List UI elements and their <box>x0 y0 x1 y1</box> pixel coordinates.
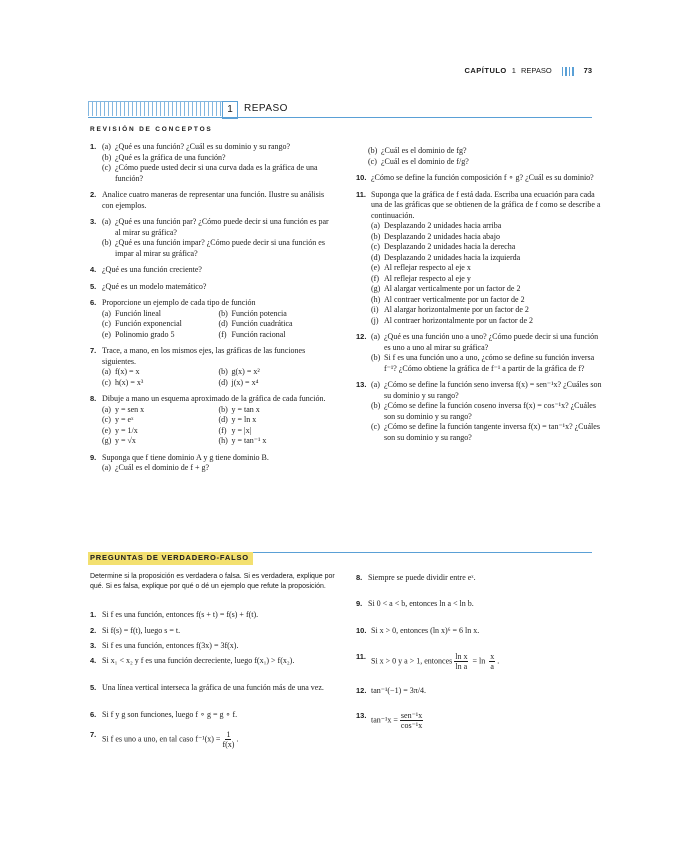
denominator: f(x) <box>222 740 235 749</box>
sub-label: (a) <box>371 332 380 341</box>
sub-label: (a) <box>102 367 111 376</box>
question-item <box>90 265 335 276</box>
grid-option <box>102 415 219 426</box>
question-number: 13. <box>356 380 367 389</box>
question-number: 5. <box>90 281 97 291</box>
sub-text: Función lineal <box>115 308 161 318</box>
sub-question <box>371 295 606 306</box>
sub-label: (b) <box>371 353 381 362</box>
question-body <box>102 346 335 388</box>
sub-question <box>371 263 606 274</box>
sub-question <box>371 232 606 243</box>
question-number <box>356 146 368 167</box>
sub-label: (c) <box>102 415 111 424</box>
grid-option <box>219 378 336 389</box>
grid-option <box>219 426 336 437</box>
question-number: 4. <box>90 656 97 665</box>
tf-item <box>356 573 606 584</box>
tf-item <box>90 656 340 667</box>
sub-label: (e) <box>102 329 111 339</box>
sub-text: ¿Cuál es el dominio de f + g? <box>115 463 210 472</box>
question-text: Dibuje a mano un esquema aproximado de la gráfica de cada función. <box>102 394 326 403</box>
question-body <box>371 190 606 327</box>
grid-option <box>219 415 336 426</box>
fraction <box>222 730 234 749</box>
sub-text: Al alargar verticalmente por un factor de 2 <box>384 284 521 293</box>
question-number: 12. <box>356 686 367 695</box>
sub-label: (b) <box>371 401 381 410</box>
tf-item <box>356 686 606 697</box>
running-header <box>464 66 592 77</box>
period: . <box>236 734 239 744</box>
sub-label: (b) <box>371 231 381 241</box>
sub-text: Al alargar horizontalmente por un factor de 2 <box>384 305 529 314</box>
question-item <box>90 394 335 447</box>
sub-text: ¿Qué es una función uno a uno? ¿Cómo puede decir si una función es uno a uno al mirar su gráfica? <box>384 332 599 352</box>
sub-label: (a) <box>102 142 111 151</box>
sub-label: (j) <box>371 315 379 325</box>
sub-text: y = ln x <box>231 415 257 424</box>
question-text: ¿Cómo se define la función composición f ∘ g? ¿Cuál es su dominio? <box>371 173 594 182</box>
sub-text: y = tan⁻¹ x <box>231 436 267 445</box>
sub-question <box>102 163 335 184</box>
question-number: 11. <box>356 189 367 199</box>
sub-label: (b) <box>218 404 228 414</box>
sub-question <box>368 157 606 168</box>
question-item <box>90 298 335 340</box>
grid-option <box>102 319 219 330</box>
sub-label: (c) <box>371 422 380 431</box>
sub-text: ¿Cómo se define la función coseno inversa f(x) = cos⁻¹x? ¿Cuáles son su dominio y su rango? <box>384 401 596 421</box>
sub-label: (h) <box>218 436 228 445</box>
statement: Una línea vertical interseca la gráfica de una función más de una vez. <box>102 683 324 692</box>
tf-item <box>356 599 606 610</box>
sub-label: (c) <box>102 319 111 328</box>
question-item <box>90 282 335 293</box>
grid-option <box>102 367 219 378</box>
sub-text: h(x) = x³ <box>115 377 144 387</box>
sub-question <box>102 217 335 238</box>
question-number: 13. <box>356 711 367 720</box>
question-number: 9. <box>90 452 97 462</box>
period: . <box>497 656 500 666</box>
question-body <box>371 332 606 374</box>
sub-text: y = eˣ <box>115 415 134 424</box>
question-number: 7. <box>90 346 97 355</box>
statement: Si f es una función, entonces f(3x) = 3f(x). <box>102 641 239 650</box>
question-number: 11. <box>356 652 367 661</box>
question-text <box>102 683 340 694</box>
grid-option <box>102 330 219 341</box>
fraction <box>454 652 468 671</box>
question-text: ¿Qué es un modelo matemático? <box>102 281 207 291</box>
sub-text: ¿Cómo se define la función tangente inversa f(x) = tan⁻¹x? ¿Cuáles son su dominio y su rango? <box>384 422 600 442</box>
concepts-subtitle: REVISIÓN DE CONCEPTOS <box>90 126 213 133</box>
question-text <box>102 656 340 667</box>
question-number: 1. <box>90 610 97 619</box>
tf-item <box>90 610 340 621</box>
sub-text: j(x) = x⁴ <box>231 377 259 387</box>
question-body <box>102 394 335 447</box>
sub-label: (a) <box>371 380 380 389</box>
chapter-label: CAPÍTULO <box>464 66 507 75</box>
sub-text: Desplazando 2 unidades hacia la izquierda <box>384 252 521 262</box>
sub-question <box>371 242 606 253</box>
question-text <box>368 599 606 610</box>
sub-label: (a) <box>371 221 380 230</box>
sub-text: y = √x <box>115 436 136 445</box>
sub-question <box>371 316 606 327</box>
chapter-name: REPASO <box>520 66 552 75</box>
question-body <box>102 282 335 293</box>
sub-text: ¿Cómo puede usted decir si una curva dada es la gráfica de una función? <box>115 163 318 183</box>
statement: Si x > 0 y a > 1, entonces <box>371 656 453 666</box>
concepts-column-right <box>356 146 606 449</box>
grid-option <box>102 405 219 416</box>
sub-text: ¿Cuál es el dominio de f/g? <box>381 156 469 166</box>
sub-text: Desplazando 2 unidades hacia arriba <box>384 221 502 230</box>
sub-label: (c) <box>371 242 380 251</box>
statement: Siempre se puede dividir entre eˣ. <box>368 573 476 582</box>
question-text: ¿Qué es una función creciente? <box>102 265 202 274</box>
grid-option <box>219 330 336 341</box>
question-text <box>102 626 340 637</box>
statement: tan⁻¹x = <box>371 715 398 725</box>
sub-label: (c) <box>102 163 111 172</box>
tf-intro: Determine si la proposición es verdadera o falsa. Si es verdadera, explique por qué. Si es falsa, explique por qué o dé un ejemplo que refute la proposición. <box>90 573 335 590</box>
sub-label: (f) <box>218 329 227 339</box>
sub-text: ¿Qué es la gráfica de una función? <box>115 152 226 162</box>
statement: Si f y g son funciones, luego f ∘ g = g ∘ f. <box>102 710 238 719</box>
question-text <box>102 610 340 621</box>
sub-label: (d) <box>218 415 228 424</box>
question-number: 12. <box>356 332 367 341</box>
sub-text: Función cuadrática <box>231 319 293 328</box>
fraction <box>400 711 423 730</box>
sub-text: Desplazando 2 unidades hacia abajo <box>384 231 500 241</box>
sub-text: Desplazando 2 unidades hacia la derecha <box>384 242 516 251</box>
question-body <box>371 173 606 184</box>
question-text <box>102 641 340 652</box>
question-number: 6. <box>90 710 97 719</box>
numerator: 1 <box>226 730 231 739</box>
chapter-number: 1 <box>511 66 516 75</box>
sub-text: g(x) = x² <box>231 367 260 376</box>
sub-text: Al contraer horizontalmente por un factor de 2 <box>384 315 534 325</box>
statement: Si f(s) = f(t), luego s = t. <box>102 626 181 635</box>
sub-label: (a) <box>102 217 111 226</box>
sub-text: Polinomio grado 5 <box>115 329 175 339</box>
sub-label: (a) <box>102 404 111 414</box>
statement-mid: = ln <box>470 656 488 666</box>
grid-option <box>219 405 336 416</box>
question-text <box>371 711 606 730</box>
options-grid <box>102 405 335 447</box>
sub-question <box>371 401 606 422</box>
sub-label: (i) <box>371 305 379 314</box>
sub-question <box>371 380 606 401</box>
question-text <box>102 730 340 749</box>
question-number: 6. <box>90 298 97 307</box>
grid-option <box>102 309 219 320</box>
question-text <box>368 573 606 584</box>
numerator: sen⁻¹x <box>400 711 423 720</box>
sub-label: (e) <box>102 425 111 435</box>
sub-question <box>371 284 606 295</box>
sub-label: (b) <box>368 146 378 155</box>
title-ornament <box>88 101 222 116</box>
section-title: REPASO <box>244 103 288 114</box>
grid-option <box>102 436 219 447</box>
question-body <box>102 142 335 184</box>
sub-text: y = sen x <box>115 404 145 414</box>
sub-text: Al contraer verticalmente por un factor de 2 <box>384 294 525 304</box>
question-body <box>102 453 335 474</box>
question-body <box>102 190 335 211</box>
statement: tan⁻¹(−1) = 3π/4. <box>371 686 427 695</box>
fraction <box>489 652 495 671</box>
question-number: 2. <box>90 626 97 635</box>
question-number: 8. <box>90 394 97 403</box>
denominator: a <box>490 662 494 671</box>
sub-text: Función potencia <box>231 308 287 318</box>
tf-item <box>90 626 340 637</box>
sub-label: (c) <box>368 156 377 166</box>
tf-item <box>356 626 606 637</box>
sub-question <box>102 153 335 164</box>
denominator: ln a <box>455 662 468 671</box>
question-item <box>90 346 335 388</box>
section-number-box: 1 <box>222 101 238 119</box>
question-text: Suponga que la gráfica de f está dada. Escriba una ecuación para cada una de las gráficas que se obtienen de la gráfica de f como se describe a continuación. <box>371 189 601 220</box>
sub-text: ¿Cómo se define la función seno inversa f(x) = sen⁻¹x? ¿Cuáles son su dominio y su rango? <box>384 380 602 400</box>
question-text <box>371 652 606 671</box>
sub-label: (c) <box>102 377 111 387</box>
sub-question <box>102 142 335 153</box>
statement: Si f es uno a uno, en tal caso f⁻¹(x) = <box>102 734 221 744</box>
sub-label: (a) <box>102 308 111 318</box>
sub-label: (f) <box>218 425 227 435</box>
grid-option <box>102 426 219 437</box>
question-text: Analice cuatro maneras de representar una función. Ilustre su análisis con ejemplos. <box>102 190 325 210</box>
numerator: x <box>490 652 495 661</box>
question-number: 1. <box>90 142 97 151</box>
question-number: 5. <box>90 683 97 692</box>
tf-title: PREGUNTAS DE VERDADERO-FALSO <box>88 552 253 565</box>
sub-text: Función racional <box>231 329 286 339</box>
tf-item <box>90 730 340 749</box>
question-text: Suponga que f tiene dominio A y g tiene dominio B. <box>102 452 269 462</box>
statement: Si 0 < a < b, entonces ln a < ln b. <box>368 599 474 608</box>
sub-question <box>371 305 606 316</box>
denominator: cos⁻¹x <box>400 721 423 730</box>
question-text <box>371 686 606 697</box>
options-grid <box>102 367 335 388</box>
sub-text: ¿Qué es una función impar? ¿Cómo puede decir si una función es impar al mirar su gráfica? <box>115 238 325 258</box>
sub-text: f(x) = x <box>115 367 140 376</box>
sub-question <box>371 253 606 264</box>
question-text <box>102 710 340 721</box>
numerator: ln x <box>455 652 468 661</box>
grid-option <box>219 319 336 330</box>
question-number: 10. <box>356 626 367 635</box>
sub-label: (b) <box>218 308 228 318</box>
sub-label: (h) <box>371 294 381 304</box>
question-body <box>102 217 335 259</box>
question-number: 3. <box>90 641 97 650</box>
question-item <box>356 173 606 184</box>
sub-question <box>102 238 335 259</box>
sub-text: Al reflejar respecto al eje x <box>384 263 471 272</box>
question-item <box>356 146 606 167</box>
sub-text: ¿Cuál es el dominio de fg? <box>381 146 467 155</box>
question-number: 7. <box>90 730 97 739</box>
sub-label: (d) <box>218 319 228 328</box>
sub-question <box>371 332 606 353</box>
sub-label: (b) <box>218 367 228 376</box>
page-number: 73 <box>583 66 592 75</box>
sub-text: y = tan x <box>231 404 260 414</box>
tf-item <box>90 683 340 694</box>
question-number: 9. <box>356 599 363 608</box>
tf-item <box>90 710 340 721</box>
bars-ornament <box>562 67 574 76</box>
title-rule <box>88 117 592 118</box>
question-item <box>90 217 335 259</box>
question-number: 4. <box>90 265 97 274</box>
sub-text: Función exponencial <box>115 319 182 328</box>
question-body <box>368 146 606 167</box>
sub-question <box>371 353 606 374</box>
statement: Si x₁ < x₂ y f es una función decreciente, luego f(x₁) > f(x₂). <box>102 656 295 665</box>
sub-question <box>371 274 606 285</box>
question-item <box>356 190 606 327</box>
tf-item <box>356 652 606 671</box>
question-number: 2. <box>90 190 97 199</box>
question-number: 3. <box>90 217 97 226</box>
concepts-column-left <box>90 142 335 480</box>
sub-label: (a) <box>102 463 111 472</box>
question-body <box>371 380 606 443</box>
sub-text: Al reflejar respecto al eje y <box>384 273 471 283</box>
question-item <box>90 453 335 474</box>
question-text <box>371 626 606 637</box>
sub-question <box>102 463 335 474</box>
question-body <box>102 265 335 276</box>
question-text: Trace, a mano, en los mismos ejes, las gráficas de las funciones siguientes. <box>102 346 306 366</box>
sub-text: y = |x| <box>231 425 252 435</box>
question-item <box>90 142 335 184</box>
sub-text: ¿Qué es una función? ¿Cuál es su dominio y su rango? <box>115 142 291 151</box>
sub-label: (e) <box>371 263 380 272</box>
question-body <box>102 298 335 340</box>
question-item <box>356 380 606 443</box>
statement: Si x > 0, entonces (ln x)⁶ = 6 ln x. <box>371 626 480 635</box>
sub-text: ¿Qué es una función par? ¿Cómo puede decir si una función es par al mirar su gráfica? <box>115 217 329 237</box>
tf-item <box>356 711 606 730</box>
sub-label: (d) <box>218 377 228 387</box>
grid-option <box>219 309 336 320</box>
question-number: 8. <box>356 573 363 582</box>
question-item <box>90 190 335 211</box>
grid-option <box>219 436 336 447</box>
grid-option <box>102 378 219 389</box>
sub-label: (f) <box>371 273 379 283</box>
statement: Si f es una función, entonces f(s + t) = f(s) + f(t). <box>102 610 259 619</box>
question-text: Proporcione un ejemplo de cada tipo de función <box>102 298 256 307</box>
sub-text: Si f es una función uno a uno, ¿cómo se define su función inversa f⁻¹? ¿Cómo obtiene la gráfica de f⁻¹ a partir de la gráfica de f? <box>384 353 595 373</box>
options-grid <box>102 309 335 341</box>
sub-label: (b) <box>102 238 112 247</box>
tf-item <box>90 641 340 652</box>
sub-label: (b) <box>102 152 112 162</box>
sub-label: (d) <box>371 252 381 262</box>
sub-question <box>371 422 606 443</box>
grid-option <box>219 367 336 378</box>
sub-label: (g) <box>102 436 112 445</box>
question-item <box>356 332 606 374</box>
sub-label: (g) <box>371 284 381 293</box>
sub-question <box>368 146 606 157</box>
question-number: 10. <box>356 173 367 182</box>
sub-text: y = 1/x <box>115 425 138 435</box>
sub-question <box>371 221 606 232</box>
